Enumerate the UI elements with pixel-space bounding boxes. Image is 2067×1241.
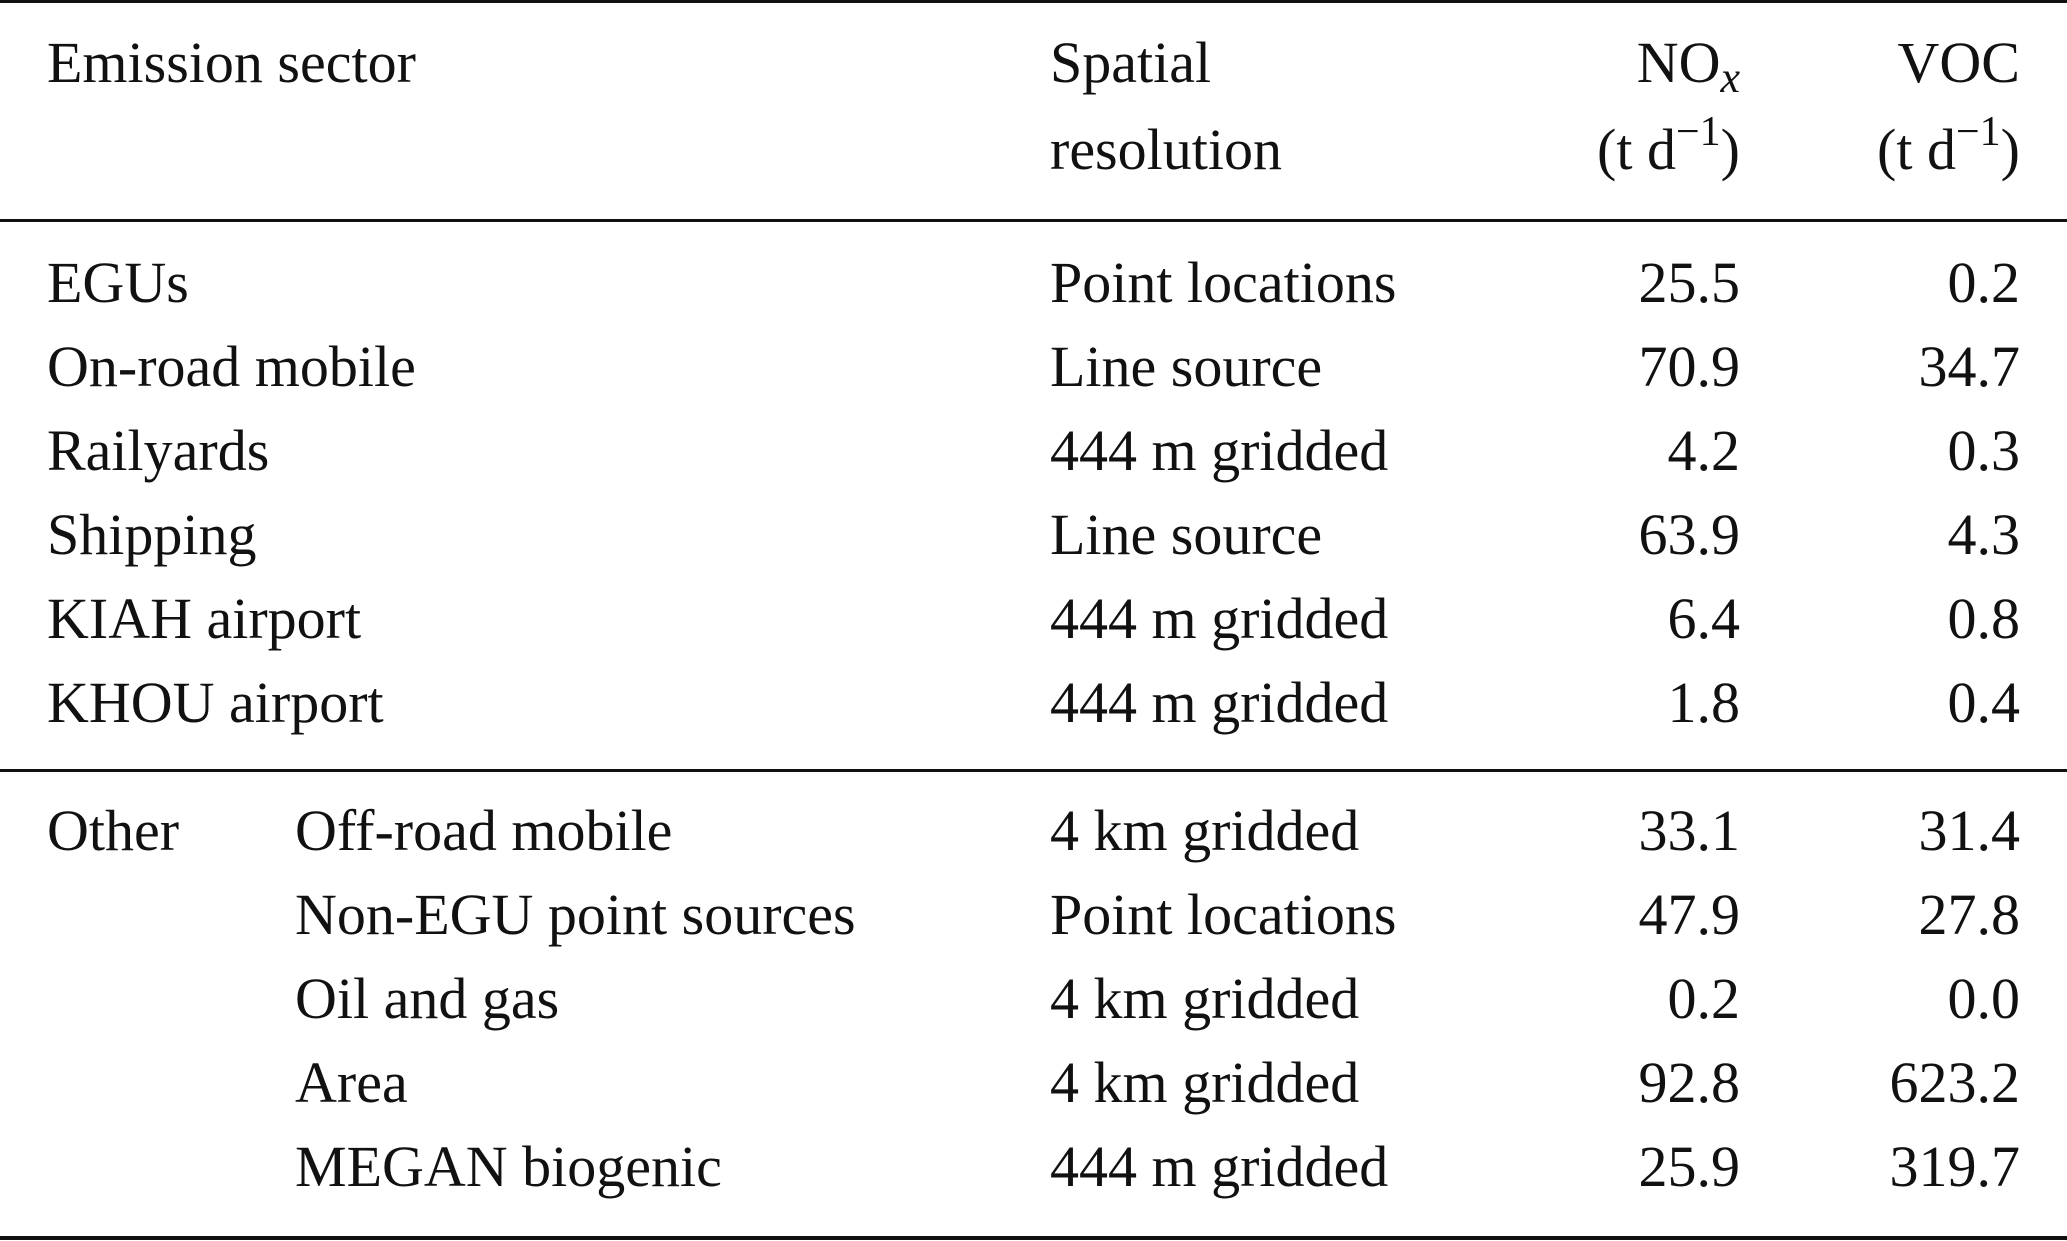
row-resolution: 444 m gridded [1050,1134,1389,1199]
row-nox: 6.4 [1667,586,1740,651]
row-voc: 0.4 [1947,670,2020,735]
row-resolution: 4 km gridded [1050,798,1360,863]
group-separator-rule [0,769,2067,772]
row-resolution: Line source [1050,502,1323,567]
row-sector: KHOU airport [47,670,384,735]
row-voc: 0.8 [1947,586,2020,651]
header-voc-unit-pre: (t d [1877,117,1956,182]
row-resolution: 4 km gridded [1050,1050,1360,1115]
row-nox: 47.9 [1638,882,1740,947]
header-nox [1490,28,1740,103]
row-resolution: 444 m gridded [1050,670,1389,735]
row-sector: EGUs [47,250,189,315]
row-resolution: Point locations [1050,250,1397,315]
row-resolution: 4 km gridded [1050,966,1360,1031]
other-group-label: Other [47,798,180,863]
row-nox: 92.8 [1638,1050,1740,1115]
row-nox: 25.5 [1638,250,1740,315]
row-sector: KIAH airport [47,586,362,651]
row-voc: 4.3 [1947,502,2020,567]
header-voc-unit [1770,109,2020,191]
row-sector: Railyards [47,418,270,483]
row-nox: 4.2 [1667,418,1740,483]
header-nox-unit-pre: (t d [1597,117,1676,182]
header-nox-unit [1490,109,1740,191]
row-nox: 70.9 [1638,334,1740,399]
header-nox-unit-post: ) [1720,117,1740,182]
row-resolution: Line source [1050,334,1323,399]
row-voc: 623.2 [1889,1050,2020,1115]
header-nox-main: NO [1636,30,1721,95]
row-voc: 27.8 [1918,882,2020,947]
row-voc: 31.4 [1918,798,2020,863]
row-resolution: 444 m gridded [1050,586,1389,651]
header-voc: VOC [1897,30,2020,95]
row-sector: Area [295,1050,408,1115]
row-nox: 1.8 [1667,670,1740,735]
row-voc: 0.3 [1947,418,2020,483]
row-resolution: 444 m gridded [1050,418,1389,483]
row-voc: 0.0 [1947,966,2020,1031]
row-voc: 34.7 [1918,334,2020,399]
row-nox: 0.2 [1667,966,1740,1031]
row-sector: Off-road mobile [295,798,673,863]
row-sector: Oil and gas [295,966,560,1031]
row-sector: On-road mobile [47,334,416,399]
header-voc-unit-exp: −1 [1955,109,2001,155]
header-emission-sector: Emission sector [47,30,416,95]
header-voc-unit-post: ) [2000,117,2020,182]
row-sector: MEGAN biogenic [295,1134,722,1199]
row-voc: 319.7 [1889,1134,2020,1199]
table-bottom-rule [0,1236,2067,1240]
header-bottom-rule [0,219,2067,222]
row-sector: Non-EGU point sources [295,882,856,947]
row-voc: 0.2 [1947,250,2020,315]
row-nox: 63.9 [1638,502,1740,567]
row-nox: 33.1 [1638,798,1740,863]
row-resolution: Point locations [1050,882,1397,947]
row-nox: 25.9 [1638,1134,1740,1199]
row-sector: Shipping [47,502,257,567]
header-resolution: resolution [1050,117,1282,182]
header-nox-unit-exp: −1 [1675,109,1721,155]
table-top-rule [0,0,2067,3]
header-nox-subscript: x [1720,53,1740,102]
header-spatial: Spatial [1050,30,1212,95]
